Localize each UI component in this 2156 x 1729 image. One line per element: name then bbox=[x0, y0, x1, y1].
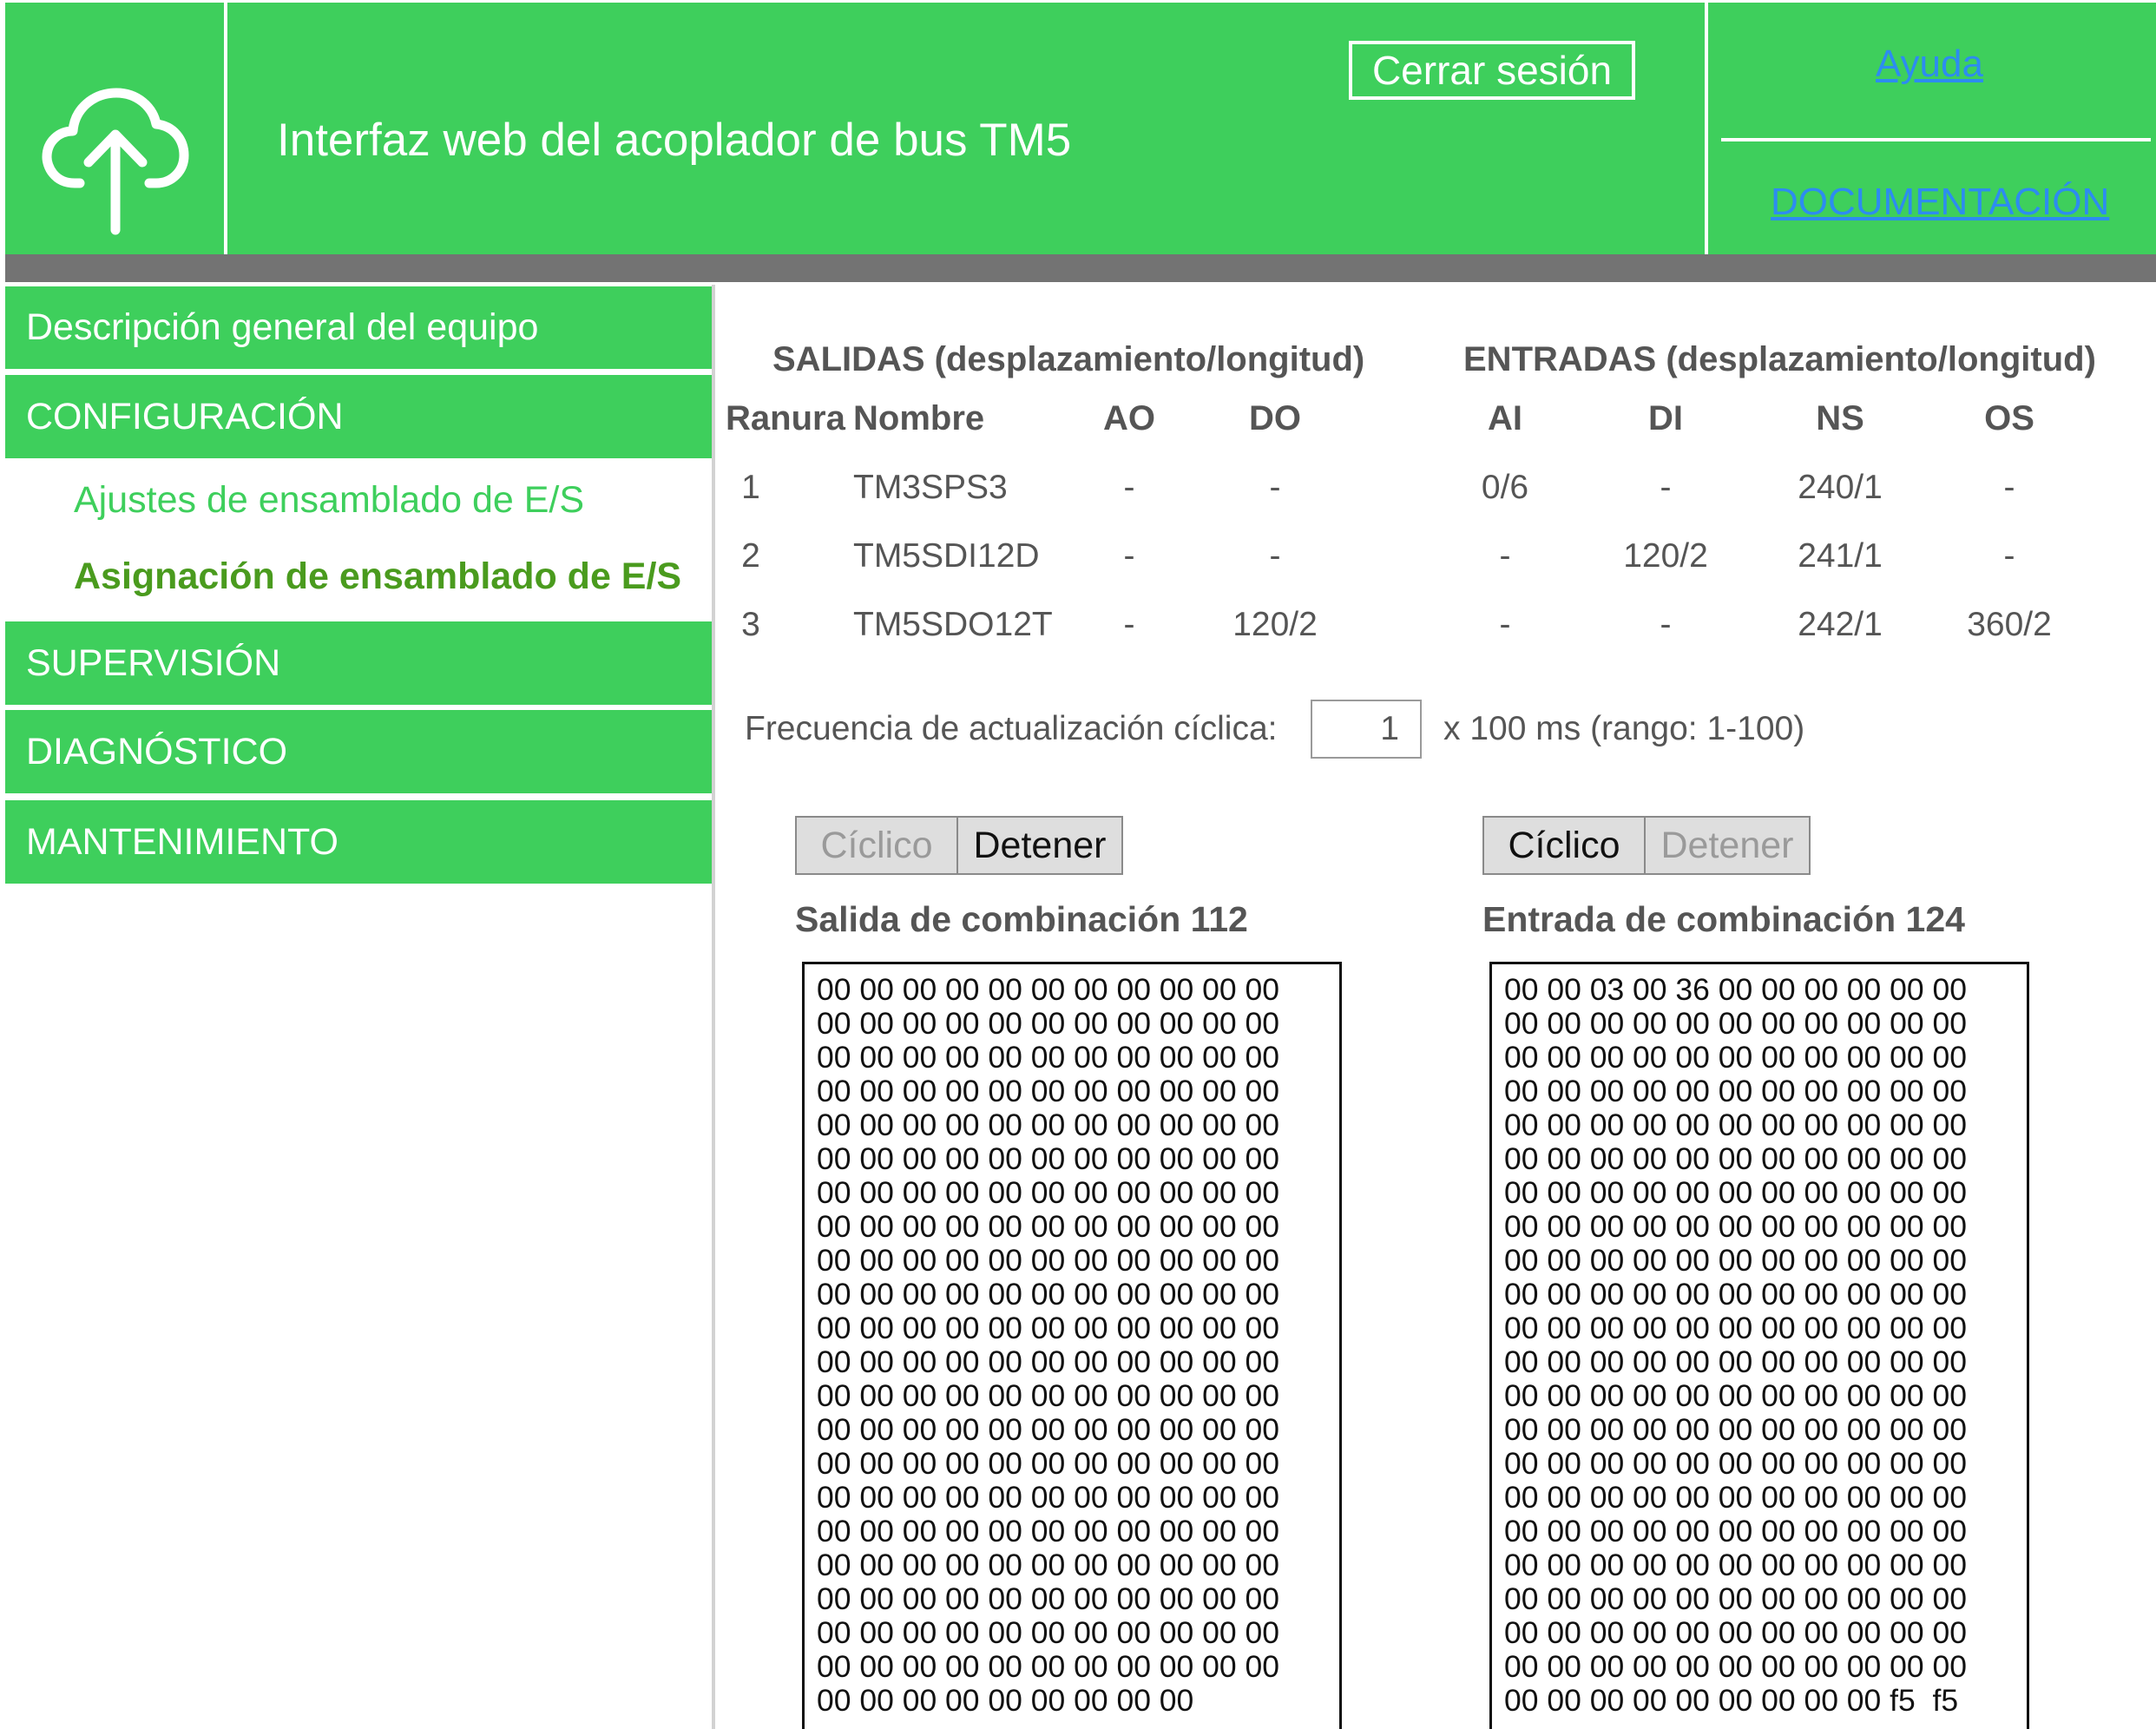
hex-line: 00 00 00 00 00 00 00 00 00 00 00 bbox=[817, 1615, 1279, 1650]
column-header-do: DO bbox=[1249, 399, 1301, 437]
table-cell-ai: - bbox=[1499, 537, 1511, 575]
sidebar-item-maintenance[interactable]: MANTENIMIENTO bbox=[5, 800, 712, 884]
table-cell-di: - bbox=[1660, 469, 1672, 506]
hex-line: 00 00 00 00 00 00 00 00 00 00 00 bbox=[1504, 1412, 1967, 1447]
hex-line: 00 00 00 00 00 00 00 00 00 00 00 bbox=[817, 1175, 1279, 1210]
table-cell-ao: - bbox=[1123, 469, 1135, 506]
content-divider bbox=[712, 285, 715, 1729]
table-cell-os: - bbox=[2003, 537, 2015, 575]
table-cell-di: 120/2 bbox=[1623, 537, 1708, 575]
table-cell-os: - bbox=[2003, 469, 2015, 506]
sidebar-item-monitoring[interactable]: SUPERVISIÓN bbox=[5, 621, 712, 705]
documentation-link[interactable]: DOCUMENTACIÓN bbox=[1771, 181, 2110, 223]
hex-line: 00 00 00 00 00 00 00 00 00 00 00 bbox=[1504, 1344, 1967, 1379]
hex-line: 00 00 00 00 00 00 00 00 00 00 00 bbox=[1504, 1311, 1967, 1345]
logo-cell bbox=[5, 3, 224, 254]
hex-line: 00 00 00 00 00 00 00 00 00 bbox=[817, 1683, 1194, 1718]
table-cell-name: TM5SDI12D bbox=[853, 537, 1040, 575]
header-divider bbox=[1721, 138, 2151, 141]
table-cell-ao: - bbox=[1123, 537, 1135, 575]
table-cell-slot: 1 bbox=[741, 469, 760, 506]
hex-line: 00 00 00 00 00 00 00 00 00 00 00 bbox=[817, 1277, 1279, 1312]
column-header-name: Nombre bbox=[853, 399, 985, 437]
table-cell-name: TM5SDO12T bbox=[853, 606, 1053, 643]
input-assembly-title: Entrada de combinación 124 bbox=[1482, 899, 1965, 939]
hex-line: 00 00 00 00 00 00 00 00 00 00 00 bbox=[817, 1378, 1279, 1413]
hex-line: 00 00 00 00 00 00 00 00 00 00 00 bbox=[1504, 1446, 1967, 1481]
hex-line: 00 00 00 00 00 00 00 00 00 00 00 bbox=[1504, 1581, 1967, 1616]
hex-line: 00 00 00 00 00 00 00 00 00 00 00 bbox=[1504, 1243, 1967, 1278]
hex-line: 00 00 00 00 00 00 00 00 00 00 00 bbox=[1504, 1074, 1967, 1108]
hex-line: 00 00 00 00 00 00 00 00 00 00 00 bbox=[817, 1649, 1279, 1684]
table-cell-os: 360/2 bbox=[1967, 606, 2052, 643]
hex-line: 00 00 00 00 00 00 00 00 00 00 00 bbox=[1504, 1040, 1967, 1075]
hex-line: 00 00 00 00 00 00 00 00 00 00 00 bbox=[817, 1006, 1279, 1041]
hex-line: 00 00 00 00 00 00 00 00 00 00 00 bbox=[817, 1074, 1279, 1108]
hex-line: 00 00 00 00 00 00 00 00 00 00 00 bbox=[817, 1209, 1279, 1244]
sidebar-item-configuration[interactable]: CONFIGURACIÓN bbox=[5, 375, 712, 458]
hex-line: 00 00 00 00 00 00 00 00 00 00 00 bbox=[817, 1040, 1279, 1075]
refresh-rate-label: Frecuencia de actualización cíclica: bbox=[745, 710, 1278, 747]
hex-line: 00 00 00 00 00 00 00 00 00 00 00 bbox=[817, 1581, 1279, 1616]
refresh-rate-input[interactable] bbox=[1311, 700, 1422, 759]
output-stop-button[interactable]: Detener bbox=[956, 816, 1123, 875]
table-cell-do: - bbox=[1269, 469, 1281, 506]
hex-line: 00 00 03 00 36 00 00 00 00 00 00 bbox=[1504, 972, 1967, 1007]
hex-line: 00 00 00 00 00 00 00 00 00 00 00 bbox=[1504, 1175, 1967, 1210]
refresh-rate-unit: x 100 ms (rango: 1-100) bbox=[1443, 710, 1805, 747]
table-cell-ns: 242/1 bbox=[1798, 606, 1883, 643]
hex-line: 00 00 00 00 00 00 00 00 00 00 00 bbox=[817, 972, 1279, 1007]
header-divider bbox=[1705, 3, 1708, 254]
table-cell-ai: - bbox=[1499, 606, 1511, 643]
column-header-os: OS bbox=[1984, 399, 2034, 437]
hex-line: 00 00 00 00 00 00 00 00 00 00 00 bbox=[817, 1243, 1279, 1278]
column-header-ao: AO bbox=[1103, 399, 1155, 437]
hex-line: 00 00 00 00 00 00 00 00 00 00 00 bbox=[1504, 1141, 1967, 1176]
table-cell-di: - bbox=[1660, 606, 1672, 643]
sidebar-subitem-io-assembly-settings[interactable]: Ajustes de ensamblado de E/S bbox=[74, 479, 585, 521]
hex-line: 00 00 00 00 00 00 00 00 00 00 00 bbox=[1504, 1649, 1967, 1684]
outputs-group-header: SALIDAS (desplazamiento/longitud) bbox=[772, 340, 1365, 378]
hex-line: 00 00 00 00 00 00 00 00 00 00 00 bbox=[817, 1514, 1279, 1548]
header-divider bbox=[224, 3, 227, 254]
hex-line: 00 00 00 00 00 00 00 00 00 00 00 bbox=[817, 1412, 1279, 1447]
sidebar-subitem-io-assembly-mapping[interactable]: Asignación de ensamblado de E/S bbox=[74, 556, 682, 597]
output-assembly-data[interactable] bbox=[802, 962, 1342, 1729]
app-title: Interfaz web del acoplador de bus TM5 bbox=[277, 115, 1072, 166]
output-assembly-title: Salida de combinación 112 bbox=[795, 899, 1248, 939]
hex-line: 00 00 00 00 00 00 00 00 00 00 00 bbox=[817, 1446, 1279, 1481]
hex-line: 00 00 00 00 00 00 00 00 00 00 00 bbox=[817, 1480, 1279, 1515]
table-cell-ns: 241/1 bbox=[1798, 537, 1883, 575]
hex-line: 00 00 00 00 00 00 00 00 00 00 00 bbox=[1504, 1548, 1967, 1582]
input-cyclic-button[interactable]: Cíclico bbox=[1482, 816, 1646, 875]
hex-line: 00 00 00 00 00 00 00 00 00 00 00 bbox=[1504, 1277, 1967, 1312]
output-cyclic-button[interactable]: Cíclico bbox=[795, 816, 958, 875]
logout-button[interactable]: Cerrar sesión bbox=[1349, 41, 1635, 100]
sidebar-item-diagnostics[interactable]: DIAGNÓSTICO bbox=[5, 710, 712, 793]
hex-line: 00 00 00 00 00 00 00 00 00 f5 f5 bbox=[1504, 1683, 1959, 1718]
cloud-upload-icon bbox=[40, 79, 189, 235]
hex-line: 00 00 00 00 00 00 00 00 00 00 00 bbox=[817, 1141, 1279, 1176]
table-cell-do: 120/2 bbox=[1232, 606, 1318, 643]
hex-line: 00 00 00 00 00 00 00 00 00 00 00 bbox=[1504, 1378, 1967, 1413]
input-stop-button[interactable]: Detener bbox=[1644, 816, 1811, 875]
hex-line: 00 00 00 00 00 00 00 00 00 00 00 bbox=[1504, 1006, 1967, 1041]
sidebar-item-device-overview[interactable]: Descripción general del equipo bbox=[5, 286, 712, 369]
column-header-di: DI bbox=[1648, 399, 1683, 437]
help-link[interactable]: Ayuda bbox=[1876, 43, 1983, 85]
hex-line: 00 00 00 00 00 00 00 00 00 00 00 bbox=[1504, 1108, 1967, 1142]
table-cell-ns: 240/1 bbox=[1798, 469, 1883, 506]
header-bar bbox=[5, 3, 2156, 254]
input-assembly-data[interactable] bbox=[1489, 962, 2029, 1729]
column-header-ai: AI bbox=[1488, 399, 1522, 437]
table-cell-slot: 2 bbox=[741, 537, 760, 575]
hex-line: 00 00 00 00 00 00 00 00 00 00 00 bbox=[1504, 1615, 1967, 1650]
table-cell-name: TM3SPS3 bbox=[853, 469, 1008, 506]
hex-line: 00 00 00 00 00 00 00 00 00 00 00 bbox=[817, 1108, 1279, 1142]
hex-line: 00 00 00 00 00 00 00 00 00 00 00 bbox=[1504, 1480, 1967, 1515]
hex-line: 00 00 00 00 00 00 00 00 00 00 00 bbox=[817, 1548, 1279, 1582]
hex-line: 00 00 00 00 00 00 00 00 00 00 00 bbox=[1504, 1514, 1967, 1548]
table-cell-slot: 3 bbox=[741, 606, 760, 643]
header-separator-bar bbox=[5, 254, 2156, 282]
hex-line: 00 00 00 00 00 00 00 00 00 00 00 bbox=[1504, 1209, 1967, 1244]
hex-line: 00 00 00 00 00 00 00 00 00 00 00 bbox=[817, 1344, 1279, 1379]
column-header-ns: NS bbox=[1816, 399, 1864, 437]
hex-line: 00 00 00 00 00 00 00 00 00 00 00 bbox=[817, 1311, 1279, 1345]
column-header-slot: Ranura bbox=[726, 399, 845, 437]
table-cell-ao: - bbox=[1123, 606, 1135, 643]
table-cell-do: - bbox=[1269, 537, 1281, 575]
table-cell-ai: 0/6 bbox=[1481, 469, 1529, 506]
inputs-group-header: ENTRADAS (desplazamiento/longitud) bbox=[1463, 340, 2096, 378]
